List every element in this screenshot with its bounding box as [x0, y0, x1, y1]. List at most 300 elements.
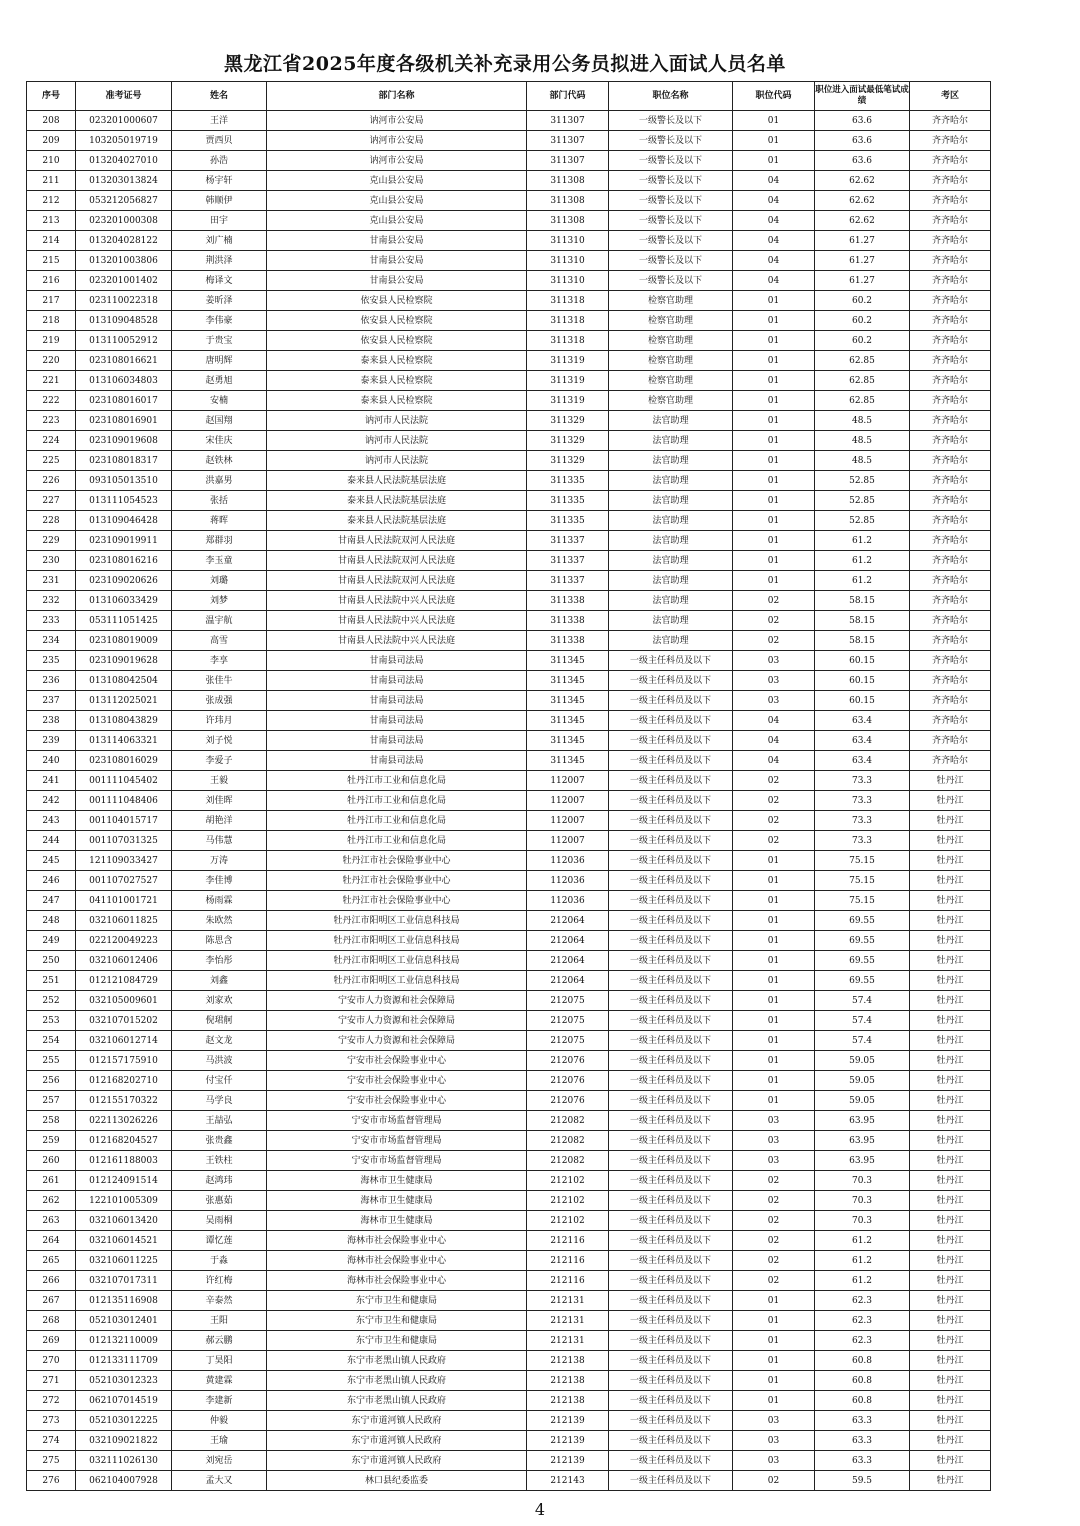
- cell-seq: 240: [27, 751, 76, 771]
- cell-department: 宁安市市场监督管理局: [267, 1111, 527, 1131]
- cell-position: 一级主任科员及以下: [609, 1471, 733, 1491]
- cell-min-score: 61.2: [815, 551, 910, 571]
- cell-name: 韩顺伊: [172, 191, 267, 211]
- cell-position-code: 01: [733, 371, 815, 391]
- cell-exam-id: 052103012225: [76, 1411, 172, 1431]
- table-row: [27, 1111, 991, 1131]
- cell-name: 马洪波: [172, 1051, 267, 1071]
- cell-department: 甘南县司法局: [267, 691, 527, 711]
- cell-exam-id: 023109020626: [76, 571, 172, 591]
- table-row: [27, 271, 991, 291]
- cell-position: 一级主任科员及以下: [609, 1011, 733, 1031]
- cell-position: 一级主任科员及以下: [609, 1211, 733, 1231]
- cell-name: 陈思含: [172, 931, 267, 951]
- table-row: [27, 1011, 991, 1031]
- cell-position-code: 02: [733, 1211, 815, 1231]
- cell-name: 杨雨霖: [172, 891, 267, 911]
- cell-position: 一级主任科员及以下: [609, 851, 733, 871]
- cell-position-code: 04: [733, 271, 815, 291]
- cell-department: 甘南县司法局: [267, 651, 527, 671]
- cell-position: 一级主任科员及以下: [609, 791, 733, 811]
- cell-min-score: 70.3: [815, 1211, 910, 1231]
- cell-position-code: 01: [733, 111, 815, 131]
- candidate-table: [26, 81, 991, 1491]
- cell-department: 泰来县人民法院基层法庭: [267, 471, 527, 491]
- cell-seq: 257: [27, 1091, 76, 1111]
- cell-position: 一级主任科员及以下: [609, 1251, 733, 1271]
- cell-name: 郑群羽: [172, 531, 267, 551]
- cell-min-score: 62.85: [815, 391, 910, 411]
- cell-position: 一级主任科员及以下: [609, 1271, 733, 1291]
- cell-exam-id: 032106013420: [76, 1211, 172, 1231]
- cell-position: 一级主任科员及以下: [609, 711, 733, 731]
- table-row: [27, 1191, 991, 1211]
- cell-position: 一级主任科员及以下: [609, 1431, 733, 1451]
- cell-department-code: 212082: [527, 1111, 609, 1131]
- cell-position-code: 01: [733, 1391, 815, 1411]
- cell-exam-id: 023109019608: [76, 431, 172, 451]
- cell-name: 张惠茹: [172, 1191, 267, 1211]
- cell-position-code: 01: [733, 1071, 815, 1091]
- cell-department: 海林市社会保险事业中心: [267, 1271, 527, 1291]
- cell-department-code: 311308: [527, 171, 609, 191]
- cell-position: 一级主任科员及以下: [609, 871, 733, 891]
- cell-exam-area: 齐齐哈尔: [910, 691, 991, 711]
- cell-department-code: 311307: [527, 111, 609, 131]
- cell-min-score: 61.27: [815, 231, 910, 251]
- cell-department: 泰来县人民检察院: [267, 351, 527, 371]
- cell-min-score: 60.8: [815, 1391, 910, 1411]
- cell-department: 东宁市卫生和健康局: [267, 1311, 527, 1331]
- cell-name: 蒋晖: [172, 511, 267, 531]
- table-row: [27, 991, 991, 1011]
- cell-department-code: 212116: [527, 1271, 609, 1291]
- cell-position-code: 01: [733, 451, 815, 471]
- table-row: [27, 1211, 991, 1231]
- cell-seq: 247: [27, 891, 76, 911]
- cell-name: 张贵鑫: [172, 1131, 267, 1151]
- cell-min-score: 52.85: [815, 511, 910, 531]
- cell-seq: 241: [27, 771, 76, 791]
- cell-min-score: 59.5: [815, 1471, 910, 1491]
- cell-position: 法官助理: [609, 511, 733, 531]
- table-row: [27, 391, 991, 411]
- cell-min-score: 63.4: [815, 731, 910, 751]
- cell-department-code: 212131: [527, 1291, 609, 1311]
- cell-exam-area: 齐齐哈尔: [910, 371, 991, 391]
- cell-position-code: 01: [733, 871, 815, 891]
- cell-exam-area: 齐齐哈尔: [910, 131, 991, 151]
- cell-position: 一级主任科员及以下: [609, 931, 733, 951]
- cell-exam-id: 121109033427: [76, 851, 172, 871]
- cell-position: 检察官助理: [609, 351, 733, 371]
- cell-exam-area: 牡丹江: [910, 1311, 991, 1331]
- cell-seq: 212: [27, 191, 76, 211]
- cell-exam-area: 牡丹江: [910, 951, 991, 971]
- cell-exam-id: 012157175910: [76, 1051, 172, 1071]
- cell-position: 法官助理: [609, 451, 733, 471]
- page-number: 4: [534, 1500, 546, 1519]
- cell-position: 法官助理: [609, 571, 733, 591]
- cell-seq: 243: [27, 811, 76, 831]
- cell-min-score: 60.8: [815, 1371, 910, 1391]
- cell-position-code: 01: [733, 1331, 815, 1351]
- cell-exam-id: 062104007928: [76, 1471, 172, 1491]
- cell-exam-id: 001111048406: [76, 791, 172, 811]
- cell-exam-area: 齐齐哈尔: [910, 351, 991, 371]
- table-row: [27, 291, 991, 311]
- table-row: [27, 1091, 991, 1111]
- table-row: [27, 371, 991, 391]
- cell-position-code: 01: [733, 291, 815, 311]
- cell-min-score: 63.95: [815, 1111, 910, 1131]
- cell-min-score: 61.2: [815, 1251, 910, 1271]
- table-row: [27, 631, 991, 651]
- cell-department-code: 311319: [527, 391, 609, 411]
- cell-exam-area: 齐齐哈尔: [910, 211, 991, 231]
- cell-seq: 211: [27, 171, 76, 191]
- cell-min-score: 63.3: [815, 1451, 910, 1471]
- cell-exam-id: 103205019719: [76, 131, 172, 151]
- cell-position-code: 04: [733, 731, 815, 751]
- cell-department: 克山县公安局: [267, 191, 527, 211]
- cell-department: 东宁市道河镇人民政府: [267, 1411, 527, 1431]
- cell-seq: 214: [27, 231, 76, 251]
- cell-name: 刘宛岳: [172, 1451, 267, 1471]
- cell-department-code: 212116: [527, 1251, 609, 1271]
- cell-name: 王瑜: [172, 1431, 267, 1451]
- cell-min-score: 58.15: [815, 591, 910, 611]
- cell-position-code: 03: [733, 1131, 815, 1151]
- cell-department: 甘南县司法局: [267, 711, 527, 731]
- cell-name: 李享: [172, 651, 267, 671]
- cell-name: 贾西贝: [172, 131, 267, 151]
- cell-position-code: 01: [733, 931, 815, 951]
- cell-name: 王喆弘: [172, 1111, 267, 1131]
- table-row: [27, 1151, 991, 1171]
- cell-name: 李伟豪: [172, 311, 267, 331]
- cell-department-code: 311345: [527, 691, 609, 711]
- cell-seq: 213: [27, 211, 76, 231]
- cell-exam-area: 牡丹江: [910, 931, 991, 951]
- cell-position: 一级主任科员及以下: [609, 971, 733, 991]
- cell-seq: 251: [27, 971, 76, 991]
- cell-min-score: 60.2: [815, 331, 910, 351]
- cell-min-score: 63.4: [815, 751, 910, 771]
- cell-exam-id: 023201000607: [76, 111, 172, 131]
- cell-exam-area: 齐齐哈尔: [910, 171, 991, 191]
- cell-department: 牡丹江市工业和信息化局: [267, 831, 527, 851]
- cell-position-code: 01: [733, 1011, 815, 1031]
- cell-department-code: 311345: [527, 751, 609, 771]
- cell-exam-area: 牡丹江: [910, 1431, 991, 1451]
- cell-department: 甘南县公安局: [267, 251, 527, 271]
- cell-position: 一级主任科员及以下: [609, 1351, 733, 1371]
- cell-name: 梅译文: [172, 271, 267, 291]
- cell-exam-area: 牡丹江: [910, 1291, 991, 1311]
- cell-seq: 229: [27, 531, 76, 551]
- cell-position: 法官助理: [609, 411, 733, 431]
- cell-seq: 268: [27, 1311, 76, 1331]
- cell-department-code: 212102: [527, 1171, 609, 1191]
- cell-department-code: 212076: [527, 1091, 609, 1111]
- cell-department-code: 311319: [527, 351, 609, 371]
- cell-department: 宁安市市场监督管理局: [267, 1151, 527, 1171]
- cell-name: 田宇: [172, 211, 267, 231]
- cell-name: 刘梦: [172, 591, 267, 611]
- table-row: [27, 891, 991, 911]
- cell-exam-area: 牡丹江: [910, 1471, 991, 1491]
- cell-name: 王铁柱: [172, 1151, 267, 1171]
- cell-exam-area: 齐齐哈尔: [910, 231, 991, 251]
- cell-position-code: 03: [733, 1411, 815, 1431]
- cell-department: 讷河市公安局: [267, 151, 527, 171]
- table-row: [27, 1131, 991, 1151]
- cell-position: 一级主任科员及以下: [609, 1411, 733, 1431]
- cell-department: 依安县人民检察院: [267, 311, 527, 331]
- cell-position: 法官助理: [609, 611, 733, 631]
- cell-seq: 261: [27, 1171, 76, 1191]
- cell-position: 一级主任科员及以下: [609, 1191, 733, 1211]
- table-row: [27, 871, 991, 891]
- cell-seq: 256: [27, 1071, 76, 1091]
- table-body: [27, 111, 991, 1491]
- cell-position: 一级主任科员及以下: [609, 731, 733, 751]
- cell-position-code: 01: [733, 351, 815, 371]
- cell-seq: 260: [27, 1151, 76, 1171]
- cell-exam-area: 齐齐哈尔: [910, 391, 991, 411]
- cell-position: 一级主任科员及以下: [609, 991, 733, 1011]
- cell-name: 李玉童: [172, 551, 267, 571]
- cell-min-score: 52.85: [815, 471, 910, 491]
- cell-department: 牡丹江市阳明区工业信息科技局: [267, 971, 527, 991]
- cell-exam-area: 牡丹江: [910, 1151, 991, 1171]
- cell-exam-area: 牡丹江: [910, 1391, 991, 1411]
- cell-position-code: 03: [733, 1111, 815, 1131]
- cell-seq: 218: [27, 311, 76, 331]
- cell-position-code: 03: [733, 1451, 815, 1471]
- cell-department-code: 212075: [527, 1031, 609, 1051]
- cell-exam-id: 053111051425: [76, 611, 172, 631]
- cell-position-code: 03: [733, 691, 815, 711]
- header-min-score: 职位进入面试最低笔试成绩: [815, 82, 910, 111]
- cell-exam-area: 牡丹江: [910, 991, 991, 1011]
- cell-position-code: 01: [733, 491, 815, 511]
- cell-seq: 254: [27, 1031, 76, 1051]
- cell-position-code: 01: [733, 1031, 815, 1051]
- cell-exam-area: 齐齐哈尔: [910, 571, 991, 591]
- cell-exam-id: 053212056827: [76, 191, 172, 211]
- cell-position: 一级主任科员及以下: [609, 1051, 733, 1071]
- table-row: [27, 1391, 991, 1411]
- cell-exam-area: 齐齐哈尔: [910, 631, 991, 651]
- cell-seq: 271: [27, 1371, 76, 1391]
- cell-name: 刘家欢: [172, 991, 267, 1011]
- table-row: [27, 1371, 991, 1391]
- cell-exam-id: 032107015202: [76, 1011, 172, 1031]
- cell-exam-area: 牡丹江: [910, 1171, 991, 1191]
- cell-min-score: 63.6: [815, 151, 910, 171]
- cell-department-code: 112036: [527, 871, 609, 891]
- cell-name: 刘子悦: [172, 731, 267, 751]
- cell-position-code: 01: [733, 471, 815, 491]
- cell-min-score: 62.62: [815, 171, 910, 191]
- cell-department: 甘南县人民法院中兴人民法庭: [267, 631, 527, 651]
- cell-min-score: 63.3: [815, 1431, 910, 1451]
- cell-name: 郝云鹏: [172, 1331, 267, 1351]
- cell-exam-area: 齐齐哈尔: [910, 591, 991, 611]
- cell-exam-area: 牡丹江: [910, 1031, 991, 1051]
- cell-seq: 230: [27, 551, 76, 571]
- cell-department-code: 112007: [527, 811, 609, 831]
- cell-seq: 208: [27, 111, 76, 131]
- cell-department: 依安县人民检察院: [267, 331, 527, 351]
- cell-min-score: 60.15: [815, 691, 910, 711]
- cell-exam-id: 023201000308: [76, 211, 172, 231]
- cell-min-score: 59.05: [815, 1091, 910, 1111]
- cell-name: 赵勇旭: [172, 371, 267, 391]
- cell-department: 牡丹江市社会保险事业中心: [267, 871, 527, 891]
- cell-name: 姜昕泽: [172, 291, 267, 311]
- cell-min-score: 60.8: [815, 1351, 910, 1371]
- table-row: [27, 931, 991, 951]
- cell-name: 王阳: [172, 1311, 267, 1331]
- cell-seq: 275: [27, 1451, 76, 1471]
- cell-min-score: 63.4: [815, 711, 910, 731]
- cell-department-code: 212076: [527, 1051, 609, 1071]
- cell-seq: 209: [27, 131, 76, 151]
- cell-exam-id: 023108016901: [76, 411, 172, 431]
- cell-name: 孟大又: [172, 1471, 267, 1491]
- cell-position: 一级主任科员及以下: [609, 1031, 733, 1051]
- cell-min-score: 52.85: [815, 491, 910, 511]
- cell-position-code: 01: [733, 1051, 815, 1071]
- cell-exam-area: 齐齐哈尔: [910, 431, 991, 451]
- cell-exam-area: 牡丹江: [910, 791, 991, 811]
- cell-position: 一级主任科员及以下: [609, 1131, 733, 1151]
- cell-exam-area: 牡丹江: [910, 831, 991, 851]
- table-row: [27, 1431, 991, 1451]
- cell-min-score: 61.2: [815, 571, 910, 591]
- cell-seq: 252: [27, 991, 76, 1011]
- cell-exam-area: 牡丹江: [910, 871, 991, 891]
- cell-position: 一级主任科员及以下: [609, 911, 733, 931]
- cell-department-code: 212138: [527, 1371, 609, 1391]
- cell-exam-id: 012168204527: [76, 1131, 172, 1151]
- cell-department: 东宁市卫生和健康局: [267, 1291, 527, 1311]
- cell-exam-id: 013203013824: [76, 171, 172, 191]
- cell-exam-id: 023108016216: [76, 551, 172, 571]
- cell-department: 讷河市人民法院: [267, 451, 527, 471]
- cell-exam-area: 齐齐哈尔: [910, 111, 991, 131]
- cell-department: 甘南县人民法院中兴人民法庭: [267, 611, 527, 631]
- cell-department-code: 311329: [527, 431, 609, 451]
- table-row: [27, 671, 991, 691]
- cell-exam-area: 齐齐哈尔: [910, 331, 991, 351]
- cell-exam-area: 牡丹江: [910, 1331, 991, 1351]
- cell-position: 一级主任科员及以下: [609, 1071, 733, 1091]
- cell-name: 高雪: [172, 631, 267, 651]
- cell-department-code: 311338: [527, 611, 609, 631]
- cell-department-code: 311345: [527, 731, 609, 751]
- cell-position: 一级主任科员及以下: [609, 1311, 733, 1331]
- cell-name: 胡艳洋: [172, 811, 267, 831]
- table-row: [27, 751, 991, 771]
- cell-exam-area: 牡丹江: [910, 911, 991, 931]
- cell-department-code: 212138: [527, 1391, 609, 1411]
- cell-exam-area: 牡丹江: [910, 771, 991, 791]
- cell-name: 马伟慧: [172, 831, 267, 851]
- cell-department: 甘南县人民法院中兴人民法庭: [267, 591, 527, 611]
- cell-position-code: 01: [733, 891, 815, 911]
- cell-department: 甘南县司法局: [267, 671, 527, 691]
- table-row: [27, 791, 991, 811]
- table-row: [27, 971, 991, 991]
- cell-name: 丁昊阳: [172, 1351, 267, 1371]
- cell-position-code: 01: [733, 951, 815, 971]
- cell-min-score: 58.15: [815, 611, 910, 631]
- cell-exam-id: 001111045402: [76, 771, 172, 791]
- cell-exam-area: 齐齐哈尔: [910, 711, 991, 731]
- table-row: [27, 1051, 991, 1071]
- cell-position-code: 01: [733, 511, 815, 531]
- cell-department-code: 311345: [527, 651, 609, 671]
- cell-name: 安楠: [172, 391, 267, 411]
- cell-department: 海林市卫生健康局: [267, 1211, 527, 1231]
- table-row: [27, 811, 991, 831]
- cell-department-code: 311335: [527, 491, 609, 511]
- cell-exam-id: 032106012714: [76, 1031, 172, 1051]
- cell-name: 王毅: [172, 771, 267, 791]
- cell-department: 甘南县公安局: [267, 231, 527, 251]
- cell-name: 李爱子: [172, 751, 267, 771]
- cell-exam-area: 齐齐哈尔: [910, 551, 991, 571]
- cell-position-code: 01: [733, 911, 815, 931]
- cell-exam-id: 023110022318: [76, 291, 172, 311]
- cell-min-score: 75.15: [815, 851, 910, 871]
- cell-position: 一级主任科员及以下: [609, 651, 733, 671]
- table-row: [27, 951, 991, 971]
- cell-min-score: 75.15: [815, 871, 910, 891]
- table-row: [27, 1251, 991, 1271]
- cell-position: 法官助理: [609, 591, 733, 611]
- cell-min-score: 48.5: [815, 431, 910, 451]
- cell-position: 一级主任科员及以下: [609, 1151, 733, 1171]
- cell-exam-area: 齐齐哈尔: [910, 451, 991, 471]
- cell-min-score: 59.05: [815, 1051, 910, 1071]
- cell-position: 一级警长及以下: [609, 251, 733, 271]
- cell-seq: 233: [27, 611, 76, 631]
- cell-exam-id: 032109021822: [76, 1431, 172, 1451]
- cell-seq: 231: [27, 571, 76, 591]
- cell-exam-id: 013108043829: [76, 711, 172, 731]
- table-row: [27, 251, 991, 271]
- cell-exam-area: 牡丹江: [910, 1111, 991, 1131]
- cell-exam-id: 023109019628: [76, 651, 172, 671]
- cell-position: 一级主任科员及以下: [609, 751, 733, 771]
- cell-seq: 270: [27, 1351, 76, 1371]
- cell-position-code: 02: [733, 611, 815, 631]
- cell-position-code: 01: [733, 131, 815, 151]
- cell-name: 于淼: [172, 1251, 267, 1271]
- cell-position-code: 02: [733, 811, 815, 831]
- cell-department: 宁安市人力资源和社会保障局: [267, 1031, 527, 1051]
- cell-position-code: 01: [733, 851, 815, 871]
- cell-min-score: 58.15: [815, 631, 910, 651]
- cell-name: 万涛: [172, 851, 267, 871]
- cell-exam-id: 001107031325: [76, 831, 172, 851]
- cell-seq: 219: [27, 331, 76, 351]
